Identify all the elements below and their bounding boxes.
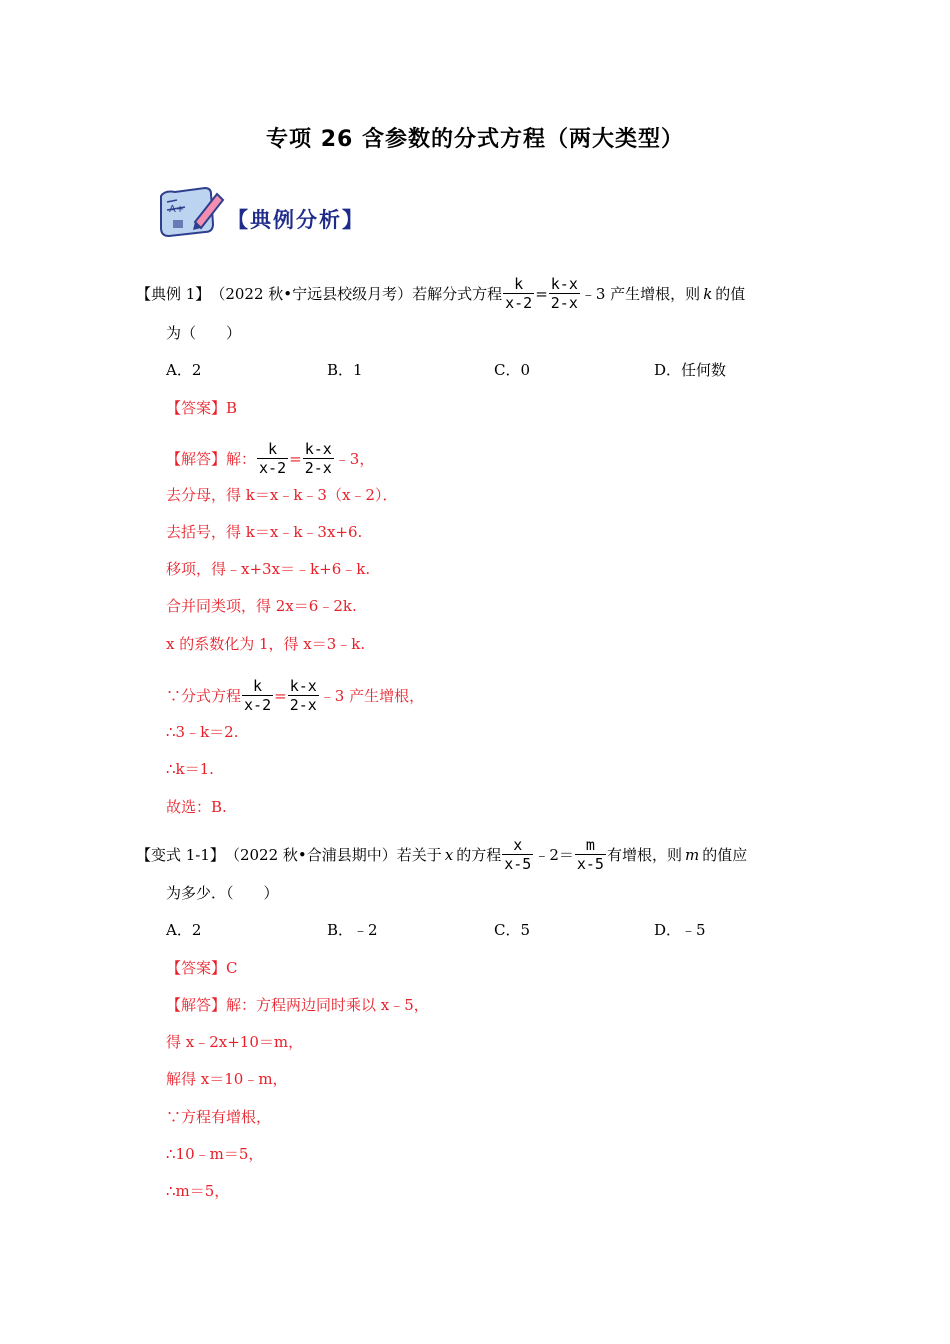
fraction-denominator: 2-x [304,459,332,477]
fraction-denominator: x-2 [259,459,287,477]
fraction-numerator: k [268,440,278,458]
fraction-x [502,836,533,873]
fraction-m [575,836,606,873]
svg-text:A+: A+ [169,204,185,215]
option-b: B．1 [327,361,363,379]
option-b: B．﹣2 [327,921,378,939]
example1-question [136,275,745,312]
fraction-kx [288,677,319,714]
option-d: D．﹣5 [654,921,706,939]
fraction-k [257,440,288,477]
fraction-numerator: k [253,677,263,695]
fraction-numerator: k-x [550,275,578,293]
example1-label: 【典例 1】 [136,284,211,303]
example1-question-line2: 为（ ） [166,324,242,342]
fraction-numerator: k [514,275,524,293]
solution-label: 【解答】解： [166,449,257,468]
solution-step-2: 去括号，得 k＝x﹣k﹣3x+6. [166,523,363,541]
solution-step-3: 移项，得﹣x+3x＝﹣k+6﹣k. [166,560,371,578]
fraction-k [503,275,534,312]
example1-answer: 【答案】B [166,399,238,417]
example1-tail: ﹣3 产生增根，则 [580,284,701,303]
option-c: C．0 [494,361,531,379]
fraction-numerator: k-x [289,677,317,695]
variant1-step-3: ∵方程有增根， [166,1108,272,1126]
example1-solution [166,440,374,477]
fraction-numerator: m [585,836,595,854]
variant1-step-4: ∴10﹣m＝5， [166,1145,264,1163]
equals-sign: = [274,686,287,705]
variant1-step-1: 得 x﹣2x+10＝m， [166,1033,304,1051]
fraction-denominator: x-2 [244,696,272,714]
option-a: A．2 [166,361,202,379]
fraction-numerator: x [513,836,523,854]
variant1-source: （2022 秋•合浦县期中）若关于 [224,845,442,864]
equals-sign: = [289,449,302,468]
because-prefix: ∵分式方程 [166,686,242,705]
because-tail: ﹣3 产生增根， [319,686,425,705]
solution-step-1: 去分母，得 k＝x﹣k﹣3（x﹣2）． [166,486,398,504]
conclusion-2: ∴k＝1. [166,760,214,778]
option-c: C．5 [494,921,531,939]
equals-sign: = [535,284,548,303]
page-title: 专项 26 含参数的分式方程（两大类型） [266,127,684,152]
fraction-numerator: k-x [304,440,332,458]
solution-step-5: x 的系数化为 1，得 x＝3﹣k. [166,635,366,653]
variant1-step-5: ∴m＝5， [166,1182,230,1200]
solution-tail: ﹣3， [334,449,375,468]
example1-source: （2022 秋•宁远县校级月考）若解分式方程 [210,284,503,303]
fraction-k [242,677,273,714]
section-banner [155,182,385,242]
variant1-tail2: 的值应 [702,845,748,864]
variant1-question-line2: 为多少．（ ） [166,884,279,902]
fraction-kx [549,275,580,312]
example1-tail2: 的值 [715,284,746,303]
fraction-denominator: 2-x [289,696,317,714]
var-m: m [684,845,700,864]
variant1-tail: 有增根，则 [606,845,682,864]
variant1-step-2: 解得 x＝10﹣m， [166,1070,288,1088]
variant1-solution: 【解答】解：方程两边同时乘以 x﹣5， [166,996,429,1014]
banner-text: 【典例分析】 [227,207,365,232]
solution-because [166,677,424,714]
variant1-mid: 的方程 [456,845,502,864]
solution-step-4: 合并同类项，得 2x＝6﹣2k. [166,597,357,615]
fraction-denominator: x-2 [505,294,533,312]
pencil-paper-icon [155,182,227,242]
option-d: D．任何数 [654,361,727,379]
conclusion-1: ∴3﹣k＝2. [166,723,239,741]
variant1-label: 【变式 1-1】 [136,845,225,864]
choose-answer: 故选：B. [166,798,227,816]
fraction-kx [303,440,334,477]
var-x: x [444,845,454,864]
option-a: A．2 [166,921,202,939]
variant1-minus2: ﹣2＝ [534,845,574,864]
var-k: k [703,284,713,303]
variant1-answer: 【答案】C [166,959,238,977]
fraction-denominator: x-5 [576,855,604,873]
variant1-question [136,836,747,873]
fraction-denominator: 2-x [550,294,578,312]
fraction-denominator: x-5 [504,855,532,873]
